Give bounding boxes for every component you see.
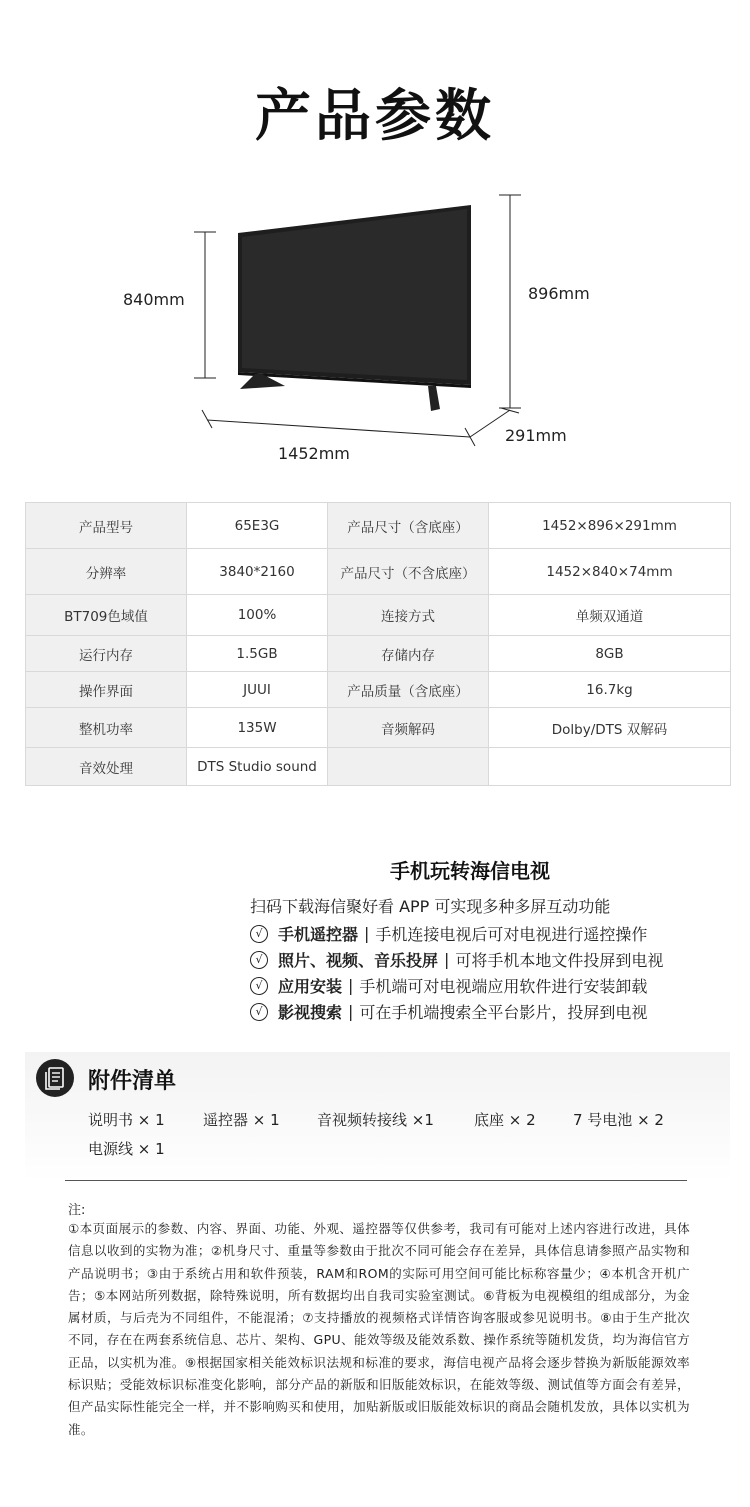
note-text: ①本页面展示的参数、内容、界面、功能、外观、遥控器等仅供参考，我司有可能对上述内容进行改进，具体信息以收到的实物为准；②机身尺寸、重量等参数由于批次不同可能会存在差异，具体信息请参照产品实物和产品说明书；③由于系统占用和软件预装，RAM和ROM的实际可用空间可能比标称容量少；④本机含开机广告；⑤本网站所列数据，除特殊说明，所有数据均出自我司实验室测试。⑥背板为电视模组的组成部分，为金属材质，与后壳为不同组件，不能混淆；⑦支持播放的视频格式详情咨询客服或参见说明书。⑧由于生产批次不同，存在在两套系统信息、芯片、架构、GPU、能效等级及能效系数、操作系统等随机发货，均为海信官方正品，以实机为准。⑨根据国家相关能效标识法规和标准的要求，海信电视产品将会逐步替换为新版能源效率标识贴；受能效标识标准变化影响，部分产品的新版和旧版能效标识，在能效等级、测试值等方面会有差异，但产品实际性能完全一样，并不影响购买和使用，加贴新版或旧版能效标识的商品会随机发放，具体以实机为准。	[68, 1221, 690, 1437]
feature-separator: |	[444, 950, 450, 969]
feature-desc: 手机端可对电视端应用软件进行安装卸载	[359, 977, 648, 996]
table-row	[26, 503, 731, 549]
spec-table	[25, 502, 731, 786]
spec-value: 100%	[187, 595, 328, 636]
feature-name: 手机遥控器	[278, 925, 359, 944]
check-circle-icon: √	[250, 977, 268, 995]
feature-name: 照片、视频、音乐投屏	[278, 951, 439, 970]
check-circle-icon: √	[250, 1003, 268, 1021]
table-row	[26, 595, 731, 636]
spec-value: JUUI	[187, 672, 328, 708]
width-line	[207, 420, 470, 437]
spec-value: 1452×840×74mm	[489, 549, 731, 595]
note-label: 注:	[68, 1203, 86, 1218]
feature-separator: |	[364, 924, 370, 943]
spec-value: 8GB	[489, 636, 731, 672]
accessory-item: 说明书 × 1	[88, 1111, 165, 1129]
spec-label: 整机功率	[26, 708, 187, 748]
accessories-title: 附件清单	[88, 1069, 177, 1094]
accessory-item: 电源线 × 1	[88, 1140, 165, 1158]
spec-label: 运行内存	[26, 636, 187, 672]
table-row	[26, 636, 731, 672]
accessory-item: 底座 × 2	[474, 1111, 536, 1129]
spec-value: 1452×896×291mm	[489, 503, 731, 549]
spec-value: 16.7kg	[489, 672, 731, 708]
tv-screen-inner	[242, 209, 467, 380]
spec-value: 135W	[187, 708, 328, 748]
spec-value: Dolby/DTS 双解码	[489, 708, 731, 748]
app-section-heading: 手机玩转海信电视	[390, 859, 550, 883]
spec-value: 3840*2160	[187, 549, 328, 595]
spec-label: 存储内存	[328, 636, 489, 672]
accessory-item: 音视频转接线 ×1	[317, 1111, 434, 1129]
feature-separator: |	[348, 976, 354, 995]
depth-line	[470, 410, 510, 437]
tv-dimension-diagram	[0, 180, 750, 480]
feature-name: 应用安装	[278, 977, 343, 996]
spec-label: 音频解码	[328, 708, 489, 748]
feature-desc: 手机连接电视后可对电视进行遥控操作	[375, 925, 648, 944]
height-with-stand-label: 896mm	[528, 284, 590, 303]
spec-label: 操作界面	[26, 672, 187, 708]
spec-label: 产品尺寸（含底座）	[328, 503, 489, 549]
width-label: 1452mm	[278, 444, 350, 463]
spec-label: 分辨率	[26, 549, 187, 595]
accessories-list-icon	[36, 1059, 74, 1097]
spec-label: 产品质量（含底座）	[328, 672, 489, 708]
depth-label: 291mm	[505, 426, 567, 445]
table-row	[26, 708, 731, 748]
feature-desc: 可将手机本地文件投屏到电视	[455, 951, 664, 970]
spec-label	[328, 748, 489, 786]
app-section-subtitle: 扫码下载海信聚好看 APP 可实现多种多屏互动功能	[250, 897, 611, 916]
table-row	[26, 672, 731, 708]
feature-desc: 可在手机端搜索全平台影片，投屏到电视	[359, 1003, 648, 1022]
feature-item	[250, 1000, 647, 1023]
spec-label: BT709色域值	[26, 595, 187, 636]
spec-value: 单频双通道	[489, 595, 731, 636]
spec-value: DTS Studio sound	[187, 748, 328, 786]
accessory-item: 遥控器 × 1	[203, 1111, 280, 1129]
spec-value: 1.5GB	[187, 636, 328, 672]
feature-name: 影视搜索	[278, 1003, 343, 1022]
feature-item	[250, 974, 647, 997]
check-circle-icon: √	[250, 925, 268, 943]
spec-label: 产品型号	[26, 503, 187, 549]
feature-item	[250, 948, 663, 971]
check-circle-icon: √	[250, 951, 268, 969]
table-row	[26, 748, 731, 786]
page-title: 产品参数	[255, 84, 495, 149]
table-row	[26, 549, 731, 595]
spec-label: 产品尺寸（不含底座）	[328, 549, 489, 595]
accessory-item: 7 号电池 × 2	[573, 1111, 664, 1129]
spec-label: 连接方式	[328, 595, 489, 636]
tv-stand-right	[428, 386, 440, 411]
spec-value	[489, 748, 731, 786]
divider	[65, 1180, 687, 1181]
feature-item	[250, 922, 647, 945]
feature-separator: |	[348, 1002, 354, 1021]
spec-value: 65E3G	[187, 503, 328, 549]
height-no-stand-label: 840mm	[123, 290, 185, 309]
spec-label: 音效处理	[26, 748, 187, 786]
